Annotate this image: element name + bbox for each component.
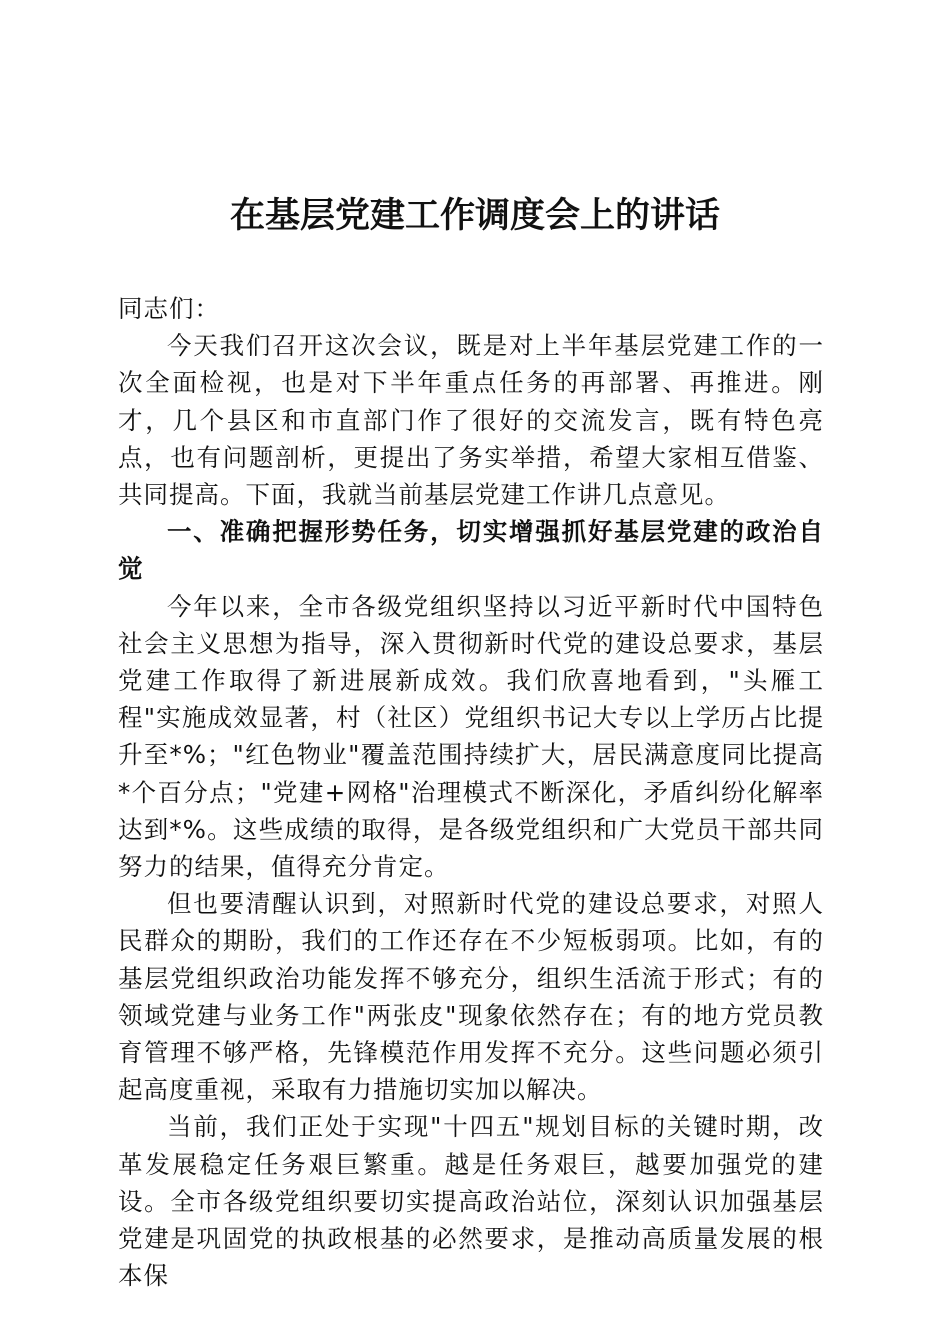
paragraph-achievements: 今年以来，全市各级党组织坚持以习近平新时代中国特色社会主义思想为指导，深入贯彻新时代党的建设总要求，基层党建工作取得了新进展新成效。我们欣喜地看到，"头雁工程"实施成效显著，村（社区）党组织书记大专以上学历占比提升至*%；"红色物业"覆盖范围持续扩大，居民满意度同比提高*个百分点；"党建+网格"治理模式不断深化，矛盾纠纷化解率达到*%。这些成绩的取得，是各级党组织和广大党员干部共同努力的结果，值得充分肯定。 (118, 591, 824, 882)
document-body (118, 290, 824, 1294)
section-heading: 一、准确把握形势任务，切实增强抓好基层党建的政治自觉 (118, 517, 824, 584)
salutation: 同志们： (118, 294, 220, 323)
document-title: 在基层党建工作调度会上的讲话 (229, 195, 720, 236)
paragraph-current-period: 当前，我们正处于实现"十四五"规划目标的关键时期，改革发展稳定任务艰巨繁重。越是任务艰巨，越要加强党的建设。全市各级党组织要切实提高政治站位，深刻认识加强基层党建是巩固党的执政根基的必然要求，是推动高质量发展的根本保 (118, 1112, 824, 1291)
paragraph-shortcomings: 但也要清醒认识到，对照新时代党的建设总要求，对照人民群众的期盼，我们的工作还存在不少短板弱项。比如，有的基层党组织政治功能发挥不够充分，组织生活流于形式；有的领域党建与业务工作"两张皮"现象依然存在；有的地方党员教育管理不够严格，先锋模范作用发挥不充分。这些问题必须引起高度重视，采取有力措施切实加以解决。 (118, 889, 824, 1105)
paragraph-intro: 今天我们召开这次会议，既是对上半年基层党建工作的一次全面检视，也是对下半年重点任务的再部署、再推进。刚才，几个县区和市直部门作了很好的交流发言，既有特色亮点，也有问题剖析，更提出了务实举措，希望大家相互借鉴、共同提高。下面，我就当前基层党建工作讲几点意见。 (118, 331, 824, 510)
